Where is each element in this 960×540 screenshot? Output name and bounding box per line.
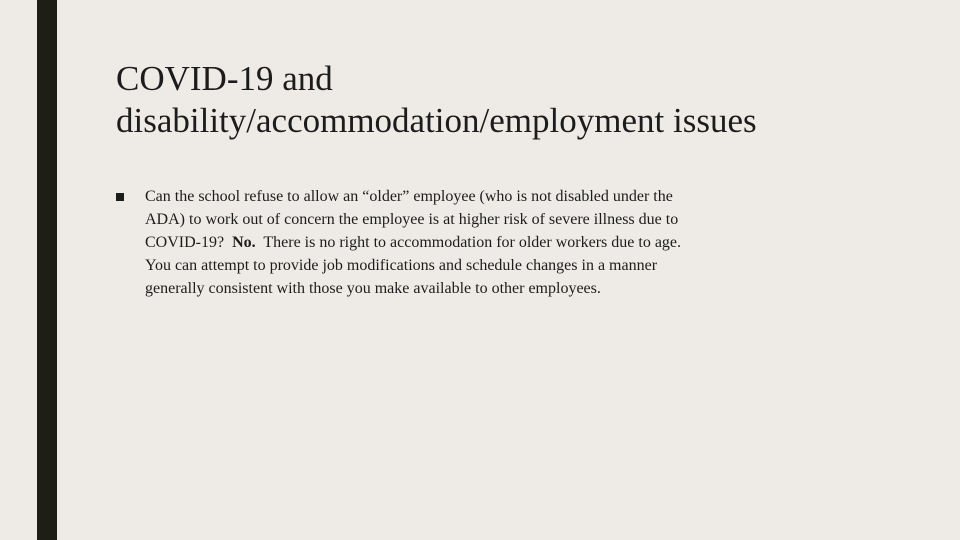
question-end: COVID-19? [145,234,233,251]
slide-title [116,58,916,142]
bullet-line-2: ADA) to work out of concern the employee is at higher risk of severe illness due to [145,211,679,228]
bullet-item [116,185,836,300]
answer-no: No. [232,234,256,251]
square-bullet-icon [116,193,124,201]
bullet-list [116,185,836,300]
bullet-line-4: You can attempt to provide job modifications and schedule changes in a manner [145,257,658,274]
bullet-line-1: Can the school refuse to allow an “older” employee (who is not disabled under the [145,188,673,205]
bullet-line-5: generally consistent with those you make available to other employees. [145,280,601,297]
title-line-2: disability/accommodation/employment issues [116,101,757,140]
title-line-1: COVID-19 and [116,59,333,98]
answer-explanation: There is no right to accommodation for older workers due to age. [255,234,682,251]
side-accent-bar [37,0,57,540]
bullet-line-3 [145,231,836,254]
